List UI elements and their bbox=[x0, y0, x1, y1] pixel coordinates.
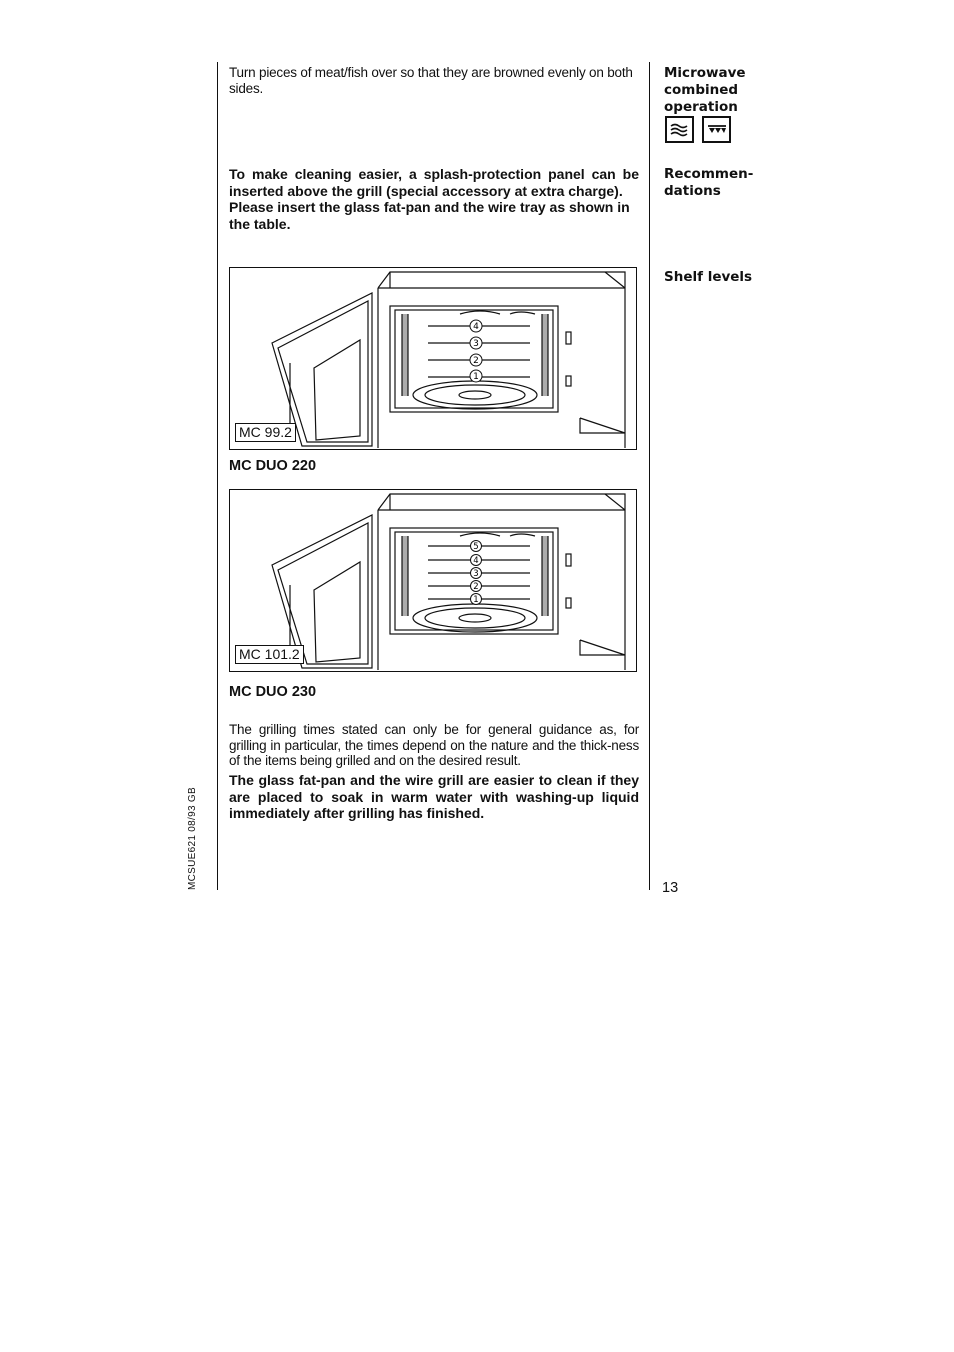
sidebar-heading-operation: Microwave combined operation bbox=[664, 65, 746, 115]
heating-element-icon bbox=[702, 116, 731, 143]
oven-diagram-mc-duo-220 bbox=[229, 267, 637, 450]
shelf-number: 3 bbox=[473, 569, 479, 579]
left-margin-rule bbox=[217, 62, 218, 890]
shelf-number: 3 bbox=[473, 339, 479, 349]
right-column-rule bbox=[649, 62, 650, 890]
shelf-number: 2 bbox=[473, 356, 479, 366]
sidebar-heading-recommendations: Recommen-dations bbox=[664, 166, 754, 199]
mode-icons bbox=[665, 116, 731, 143]
figure-caption-1: MC DUO 220 bbox=[229, 458, 317, 474]
sidebar-heading-shelf-levels: Shelf levels bbox=[664, 269, 753, 285]
figure-caption-2: MC DUO 230 bbox=[229, 684, 317, 700]
cleaning-tip: The glass fat-pan and the wire grill are easier to clean if they are placed to soak in warm water with washing-up liquid immediately after grilling has finished. bbox=[229, 772, 639, 821]
document-code: MCSUE621 08/93 GB bbox=[187, 787, 198, 890]
intro-paragraph: Turn pieces of meat/fish over so that they are browned evenly on both sides. bbox=[229, 65, 633, 96]
oven-illustration-1 bbox=[230, 268, 636, 448]
grill-waves-icon bbox=[665, 116, 694, 143]
model-label-box: MC 101.2 bbox=[235, 645, 304, 664]
shelf-number: 1 bbox=[473, 595, 479, 605]
grilling-times-paragraph: The grilling times stated can only be for general guidance as, for grilling in particular, the times depend on the nature and the thick-ness of the items being grilled and on the desired result. bbox=[229, 722, 639, 768]
shelf-number: 2 bbox=[473, 582, 479, 592]
shelf-number: 4 bbox=[473, 556, 479, 566]
insert-instructions-note: Please insert the glass fat-pan and the wire tray as shown in the table. bbox=[229, 199, 630, 232]
oven-diagram-mc-duo-230 bbox=[229, 489, 637, 672]
oven-illustration-2 bbox=[230, 490, 636, 670]
shelf-number: 1 bbox=[473, 372, 479, 382]
shelf-number: 4 bbox=[473, 322, 479, 332]
splash-panel-note: To make cleaning easier, a splash-protection panel can be inserted above the grill (special accessory at extra charge). bbox=[229, 166, 639, 199]
page-number: 13 bbox=[662, 880, 679, 896]
shelf-number: 5 bbox=[473, 542, 479, 552]
model-label-box: MC 99.2 bbox=[235, 423, 296, 442]
bold-notes bbox=[229, 166, 639, 232]
